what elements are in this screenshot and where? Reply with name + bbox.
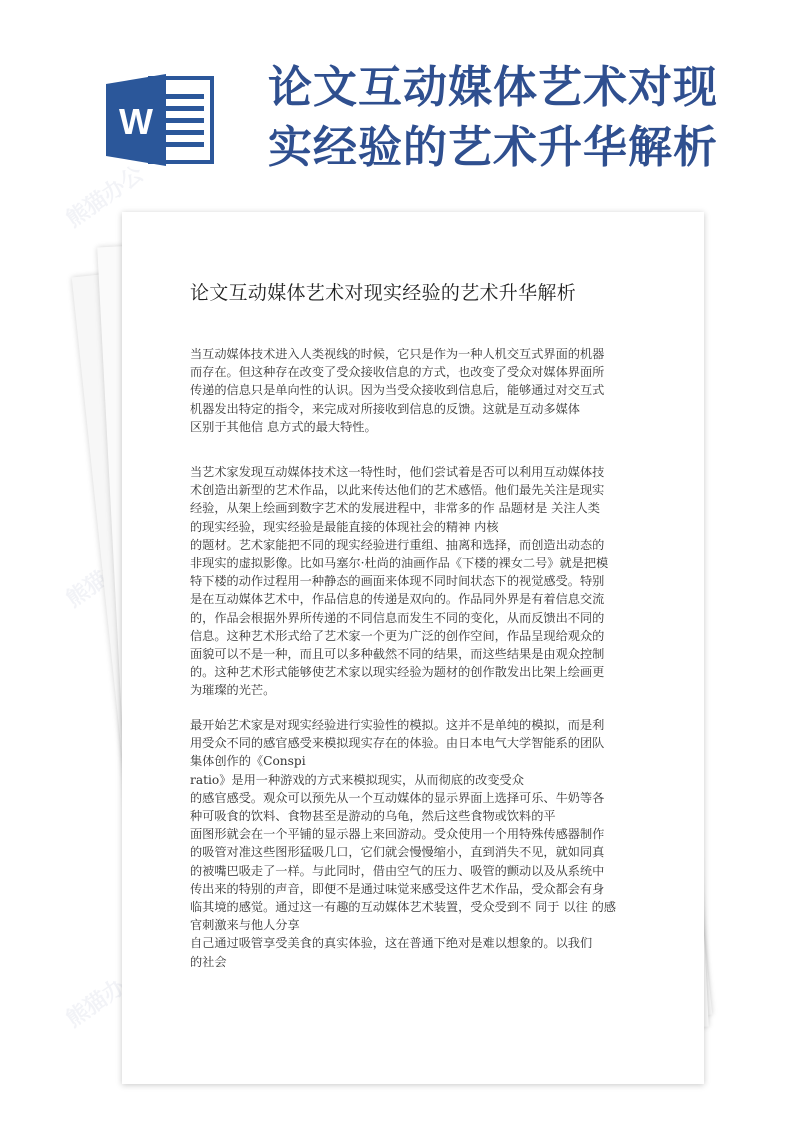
text-line: 信息。这种艺术形式给了艺术家一个更为广泛的创作空间，作品呈现给观众的 bbox=[190, 628, 605, 643]
text-line: 的题材。艺术家能把不同的现实经验进行重组、抽离和选择，而创造出动态的 bbox=[190, 537, 605, 552]
watermark: 熊猫办公 bbox=[61, 161, 149, 233]
text-line: 的，作品会根据外界所传递的不同信息而发生不同的变化，从而反馈出不同的 bbox=[190, 610, 605, 625]
header-title-line-2: 实经验的艺术升华解析 bbox=[268, 122, 718, 173]
text-line: 术创造出新型的艺术作品，以此来传达他们的艺术感悟。他们最先关注是现实 bbox=[190, 483, 605, 498]
text-line: 自己通过吸管享受美食的真实体验，这在普通下绝对是难以想象的。以我们 bbox=[190, 936, 593, 951]
header-title-line-1: 论文互动媒体艺术对现 bbox=[268, 62, 718, 113]
header-title bbox=[268, 58, 788, 178]
text-line: 当互动媒体技术进入人类视线的时候，它只是作为一种人机交互式界面的机器 bbox=[190, 347, 605, 361]
text-line: 而存在。但这种存在改变了受众接收信息的方式，也改变了受众对媒体界面所 bbox=[190, 365, 605, 380]
text-line: 特下楼的动作过程用一种静态的画面来体现不同时间状态下的视觉感受。特别 bbox=[190, 574, 605, 589]
text-line: 面貌可以不是一种，而且可以多种截然不同的结果，而这些结果是由观众控制 bbox=[190, 647, 605, 662]
text-line: 的。这种艺术形式能够使艺术家以现实经验为题材的创作散发出比架上绘画更 bbox=[190, 665, 605, 680]
text-line: 最开始艺术家是对现实经验进行实验性的模拟。这并不是单纯的模拟，而是利 bbox=[190, 718, 605, 732]
text-line: 传递的信息只是单向性的认识。因为当受众接收到信息后，能够通过对交互式 bbox=[190, 383, 605, 398]
text-line: 的吸管对准这些图形猛吸几口，它们就会慢慢缩小，直到消失不见，就如同真 bbox=[190, 845, 605, 860]
text-line: 机器发出特定的指令，来完成对所接收到信息的反馈。这就是互动多媒体 bbox=[190, 401, 580, 416]
text-line: 区别于其他信 息方式的最大特性。 bbox=[190, 419, 377, 434]
text-line: 经验，从架上绘画到数字艺术的发展进程中，非常多的作 品题材是 关注人类 bbox=[190, 501, 600, 516]
text-line: 传出来的特别的声音，即便不是通过味觉来感受这件艺术作品，受众都会有身 bbox=[190, 881, 605, 896]
text-line: 用受众不同的感官感受来模拟现实存在的体验。由日本电气大学智能系的团队 bbox=[190, 736, 605, 751]
text-line: 当艺术家发现互动媒体技术这一特性时，他们尝试着是否可以利用互动媒体技 bbox=[190, 465, 605, 479]
text-line: 的社会 bbox=[190, 954, 227, 969]
document-title: 论文互动媒体艺术对现实经验的艺术升华解析 bbox=[190, 282, 577, 304]
text-line: 的感官感受。观众可以预先从一个互动媒体的显示界面上选择可乐、牛奶等各 bbox=[190, 790, 605, 805]
text-line: 临其境的感觉。通过这一有趣的互动媒体艺术装置，受众受到不 同于 以往 的感 bbox=[190, 900, 616, 915]
text-line: 官刺激来与他人分享 bbox=[190, 918, 300, 933]
paragraph-3 bbox=[190, 716, 660, 971]
text-line: 非现实的虚拟影像。比如马塞尔·杜尚的油画作品《下楼的裸女二号》就是把模 bbox=[190, 556, 609, 571]
paragraph-2 bbox=[190, 463, 660, 700]
text-line: 的被嘴巴吸走了一样。与此同时，借由空气的压力、吸管的颤动以及从系统中 bbox=[190, 863, 605, 878]
watermark: 熊猫办公 bbox=[61, 961, 149, 1033]
paragraph-1 bbox=[190, 345, 660, 436]
svg-text:W: W bbox=[119, 101, 153, 142]
text-line: ratio》是用一种游戏的方式来模拟现实，从而彻底的改变受众 bbox=[190, 772, 524, 787]
text-line: 的现实经验，现实经验是最能直接的体现社会的精神 内核 bbox=[190, 519, 499, 534]
text-line: 面图形就会在一个平铺的显示器上来回游动。受众使用一个用特殊传感器制作 bbox=[190, 827, 605, 842]
text-line: 种可吸食的饮料、食物甚至是游动的乌龟，然后这些食物或饮料的平 bbox=[190, 809, 556, 824]
text-line: 集体创作的《Conspi bbox=[190, 754, 306, 769]
text-line: 是在互动媒体艺术中，作品信息的传递是双向的。作品同外界是有着信息交流 bbox=[190, 592, 605, 607]
text-line: 为璀璨的光芒。 bbox=[190, 683, 276, 698]
word-document-icon bbox=[104, 72, 216, 168]
